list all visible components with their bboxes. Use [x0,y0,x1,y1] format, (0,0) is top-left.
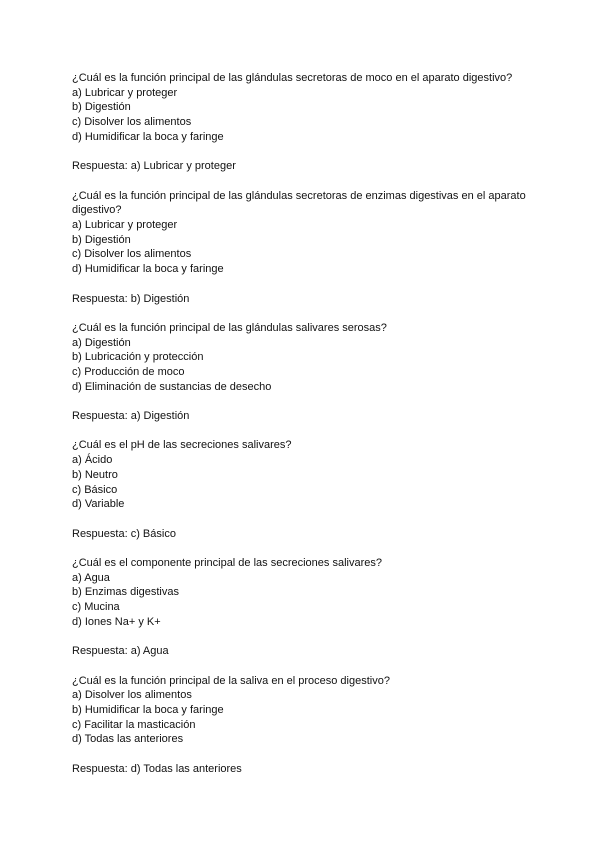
option-d: d) Humidificar la boca y faringe [72,263,224,276]
answer-line: Respuesta: a) Digestión [72,410,190,423]
option-c: c) Producción de moco [72,366,185,378]
option-a: a) Digestión [72,336,131,349]
question-block [72,438,532,541]
question-text: ¿Cuál es el pH de las secreciones salivares? [72,439,292,452]
answer-line: Respuesta: d) Todas las anteriores [72,762,242,775]
option-c: c) Disolver los alimentos [72,248,192,261]
option-a: a) Ácido [72,454,113,467]
question-block [72,674,532,777]
question-text: ¿Cuál es la función principal de las glándulas secretoras de moco en el aparato digestivo? [72,72,513,84]
quiz-content [72,71,532,777]
option-b: b) Digestión [72,233,131,246]
question-block [72,556,532,659]
option-a: a) Lubricar y proteger [72,219,178,231]
option-b: b) Lubricación y protección [72,351,204,364]
option-c: c) Mucina [72,601,120,614]
question-text: ¿Cuál es la función principal de las glándulas secretoras de enzimas digestivas en el aparato digestivo? [72,189,526,217]
question-block [72,321,532,424]
question-text: ¿Cuál es la función principal de las glándulas salivares serosas? [72,321,387,334]
option-a: a) Agua [72,571,110,584]
option-c: c) Disolver los alimentos [72,116,192,129]
option-b: b) Humidificar la boca y faringe [72,704,224,717]
option-b: b) Digestión [72,101,131,114]
option-a: a) Lubricar y proteger [72,86,178,99]
option-a: a) Disolver los alimentos [72,689,192,702]
answer-line: Respuesta: a) Agua [72,645,169,658]
option-d: d) Humidificar la boca y faringe [72,130,224,143]
question-text: ¿Cuál es el componente principal de las secreciones salivares? [72,557,382,570]
answer-line: Respuesta: c) Básico [72,527,176,540]
answer-line: Respuesta: b) Digestión [72,292,190,305]
option-d: d) Variable [72,498,125,511]
question-block [72,189,532,307]
option-c: c) Facilitar la masticación [72,718,196,731]
option-b: b) Neutro [72,468,118,481]
question-block [72,71,532,174]
question-text: ¿Cuál es la función principal de la saliva en el proceso digestivo? [72,674,390,687]
option-d: d) Iones Na+ y K+ [72,615,161,628]
option-d: d) Todas las anteriores [72,733,184,746]
answer-line: Respuesta: a) Lubricar y proteger [72,160,236,173]
option-d: d) Eliminación de sustancias de desecho [72,380,272,393]
option-b: b) Enzimas digestivas [72,586,179,599]
option-c: c) Básico [72,483,118,496]
